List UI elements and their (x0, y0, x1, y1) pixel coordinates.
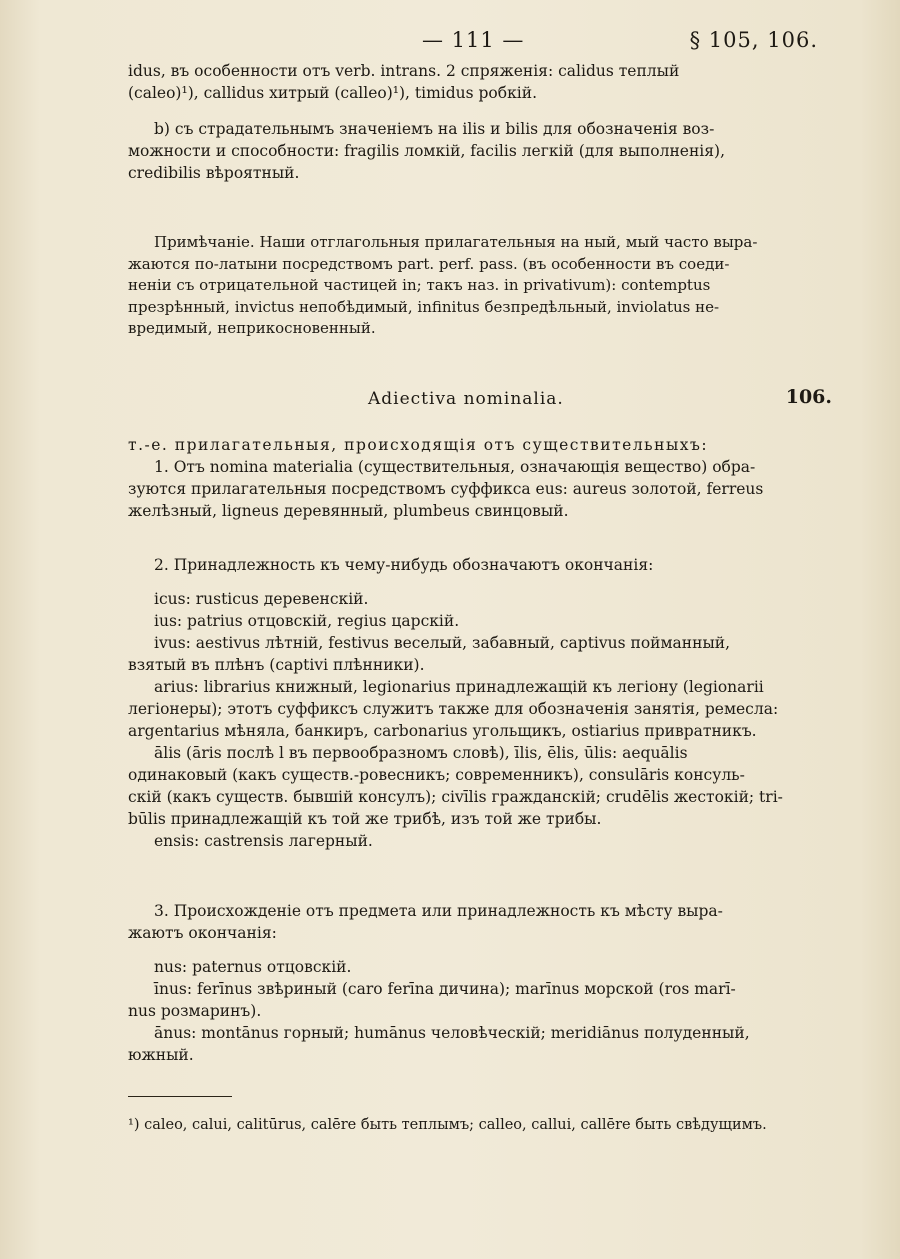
suffix-alis-cont: būlis принадлежащій къ той же трибѣ, изъ той же трибы. (128, 809, 602, 828)
paragraph-b-line: можности и способности: fragilis ломкій, facilis легкій (для выполненія), (128, 142, 726, 160)
section-reference: § 105, 106. (689, 28, 818, 52)
suffix-ensis: ensis: castrensis лагерный. (154, 831, 373, 850)
suffix-alis-cont: одинаковый (какъ существ.-ровесникъ; современникъ), consulāris консуль- (128, 765, 745, 784)
note-line: жаются по-латыни посредствомъ part. perf. pass. (въ особенности въ соеди- (128, 254, 730, 273)
paragraph-b-line: b) съ страдательнымъ значеніемъ на ilis и bilis для обозначенія воз- (154, 120, 715, 138)
suffix-anus-cont: южный. (128, 1045, 194, 1064)
suffix-arius-cont: argentarius мѣняла, банкиръ, carbonarius угольщикъ, ostiarius привратникъ. (128, 721, 757, 740)
item3-title-cont: жаютъ окончанія: (128, 923, 277, 942)
suffix-icus: icus: rusticus деревенскій. (154, 589, 369, 608)
page-number: — 111 — (422, 28, 525, 52)
note-line: вредимый, неприкосновенный. (128, 319, 376, 337)
page-body (128, 60, 832, 1135)
page-header (0, 26, 900, 62)
paragraph-a-line: idus, въ особенности отъ verb. intrans. 2 спряженія: calidus теплый (128, 62, 680, 80)
item3-title: 3. Происхожденіе отъ предмета или принадлежность къ мѣсту выра- (154, 901, 723, 920)
suffix-arius-cont: легіонеры); этотъ суффиксъ служитъ также для обозначенія занятія, ремесла: (128, 699, 779, 718)
suffix-ivus: ivus: aestivus лѣтній, festivus веселый, забавный, captivus пойманный, (154, 633, 731, 652)
suffix-nus: nus: paternus отцовскій. (154, 957, 352, 976)
suffix-anus: ānus: montānus горный; humānus человѣческій; meridiānus полуденный, (154, 1023, 750, 1042)
suffix-ivus-cont: взятый въ плѣнъ (captivi плѣнники). (128, 655, 425, 674)
note-line: неніи съ отрицательной частицей in; такъ наз. in privativum): contemptus (128, 276, 711, 294)
section-title: Adiectiva nominalia. (368, 388, 564, 409)
suffix-arius: arius: librarius книжный, legionarius принадлежащій къ легіону (legionarii (154, 677, 764, 696)
suffix-inus: īnus: ferīnus звѣриный (caro ferīna дичина); marīnus морской (ros marī- (154, 979, 736, 998)
suffix-ius: ius: patrius отцовскій, regius царскій. (154, 611, 460, 630)
paragraph-a-line: (caleo)¹), callidus хитрый (calleo)¹), timidus робкій. (128, 84, 538, 102)
section-number: 106. (785, 385, 832, 408)
paragraph-b-line: credibilis вѣроятный. (128, 164, 300, 182)
suffix-alis: ālis (āris послѣ l въ первообразномъ словѣ), īlis, ēlis, ūlis: aequālis (154, 743, 688, 762)
footnote: ¹) caleo, calui, calitūrus, calēre быть теплымъ; calleo, callui, callēre быть свѣдущимъ. (128, 1116, 767, 1133)
item2-title: 2. Принадлежность къ чему-нибудь обозначаютъ окончанія: (154, 555, 654, 574)
suffix-alis-cont: скій (какъ существ. бывшій консулъ); civīlis гражданскій; crudēlis жестокій; tri- (128, 787, 783, 806)
note-block (128, 232, 810, 340)
suffix-inus-cont: nus розмаринъ). (128, 1001, 262, 1020)
section-intro: т.-е. прилагательныя, происходящія отъ существительныхъ: (128, 435, 709, 454)
item1-line: зуются прилагательныя посредствомъ суффикса eus: aureus золотой, ferreus (128, 479, 764, 498)
section-heading (128, 385, 832, 416)
note-line: Примѣчаніе. Наши отглагольныя прилагательныя на ный, мый часто выра- (154, 233, 758, 251)
item1-line: желѣзный, ligneus деревянный, plumbeus свинцовый. (128, 501, 569, 520)
note-line: презрѣнный, invictus непобѣдимый, infinitus безпредѣльный, inviolatus не- (128, 297, 720, 316)
item1-line: 1. Отъ nomina materialia (существительныя, означающія вещество) обра- (154, 457, 756, 476)
